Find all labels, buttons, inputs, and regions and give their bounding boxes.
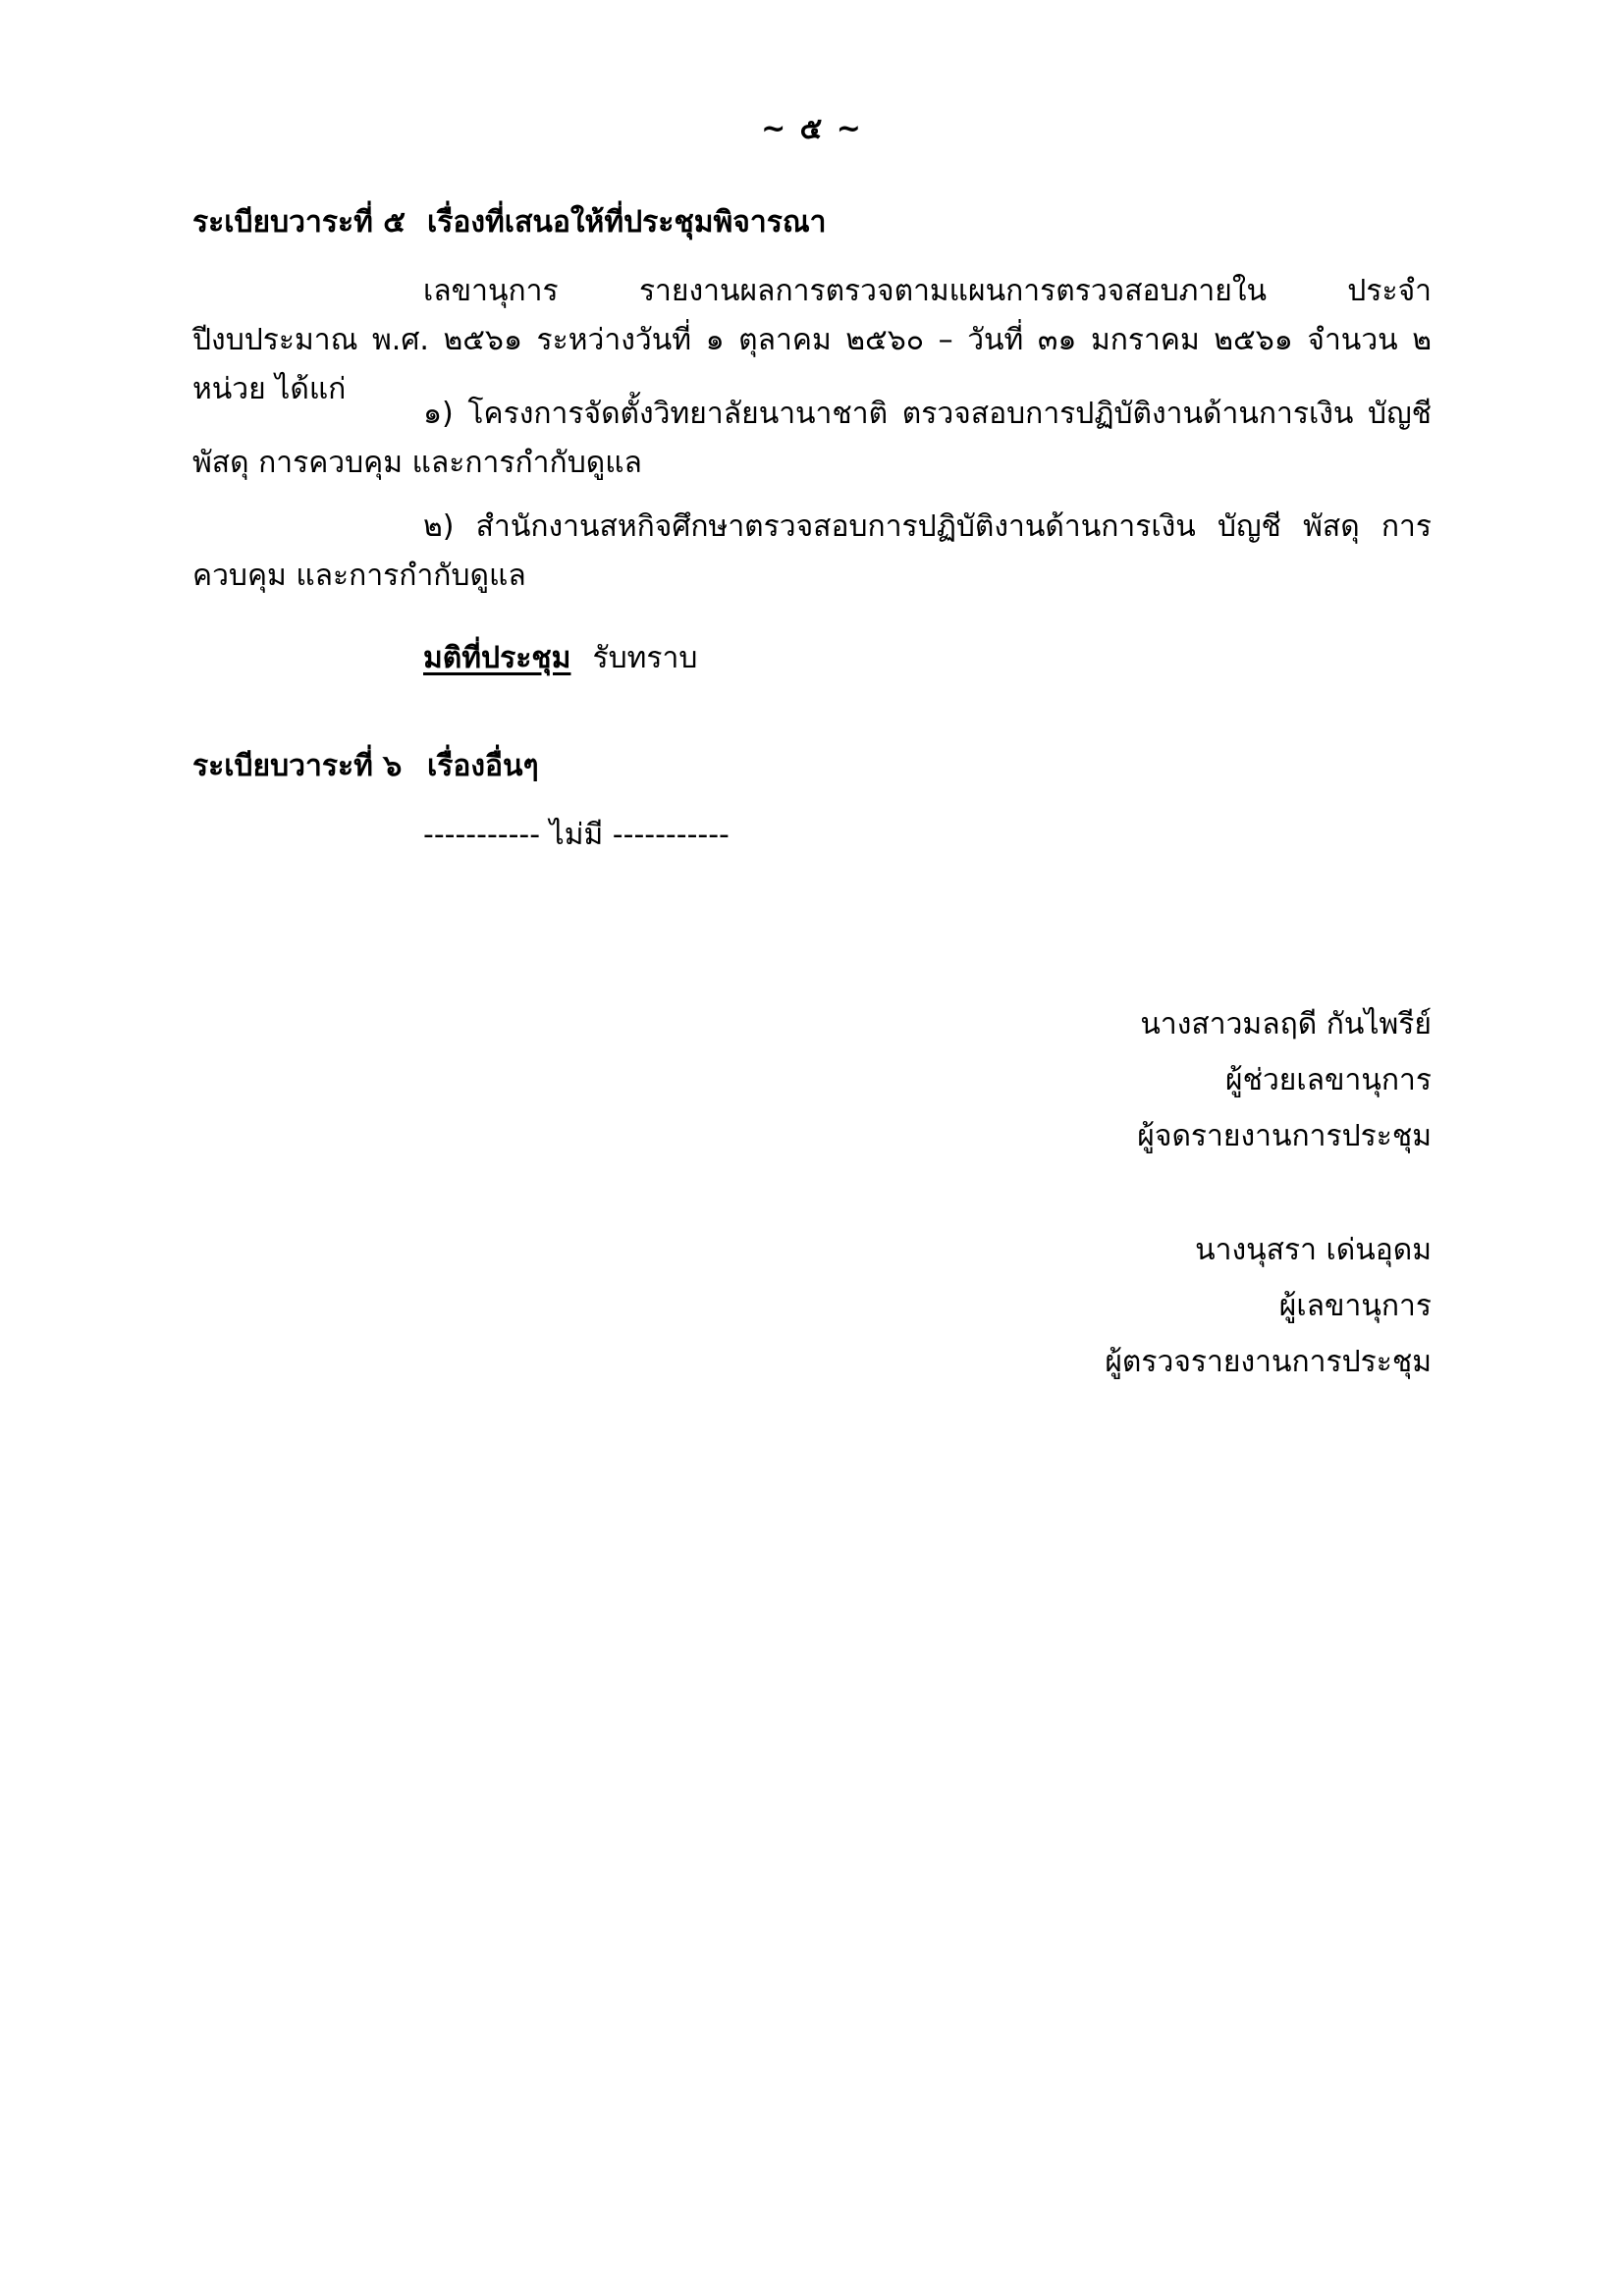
agenda-5-resolution [423, 635, 697, 681]
signer-2-name: นางนุสรา เด่นอุดม [1195, 1233, 1432, 1267]
signer-1-role: ผู้จดรายงานการประชุม [1137, 1119, 1432, 1153]
signer-1-position: ผู้ช่วยเลขานุการ [1225, 1063, 1432, 1097]
agenda-5-item-1-text: ๑) โครงการจัดตั้งวิทยาลัยนานาชาติ ตรวจสอบการปฏิบัติงานด้านการเงิน บัญชี พัสดุ การควบคุม และการกำกับดูแล [192, 397, 1432, 480]
agenda-5-heading [192, 199, 827, 245]
agenda-5-title: เรื่องที่เสนอให้ที่ประชุมพิจารณา [427, 205, 827, 240]
agenda-6-heading [192, 743, 539, 789]
agenda-5-item-2-text: ๒) สำนักงานสหกิจศึกษาตรวจสอบการปฏิบัติงานด้านการเงิน บัญชี พัสดุ การควบคุม และการกำกับดูแล [192, 509, 1432, 593]
agenda-6-content: ----------- ไม่มี ----------- [423, 818, 730, 852]
page-number: ~ ๕ ~ [761, 112, 863, 146]
signer-1-name: นางสาวมลฤดี กันไพรีย์ [1140, 1007, 1432, 1041]
resolution-label: มติที่ประชุม [423, 641, 571, 675]
agenda-5-label: ระเบียบวาระที่ ๕ [192, 205, 406, 240]
signer-2-role: ผู้ตรวจรายงานการประชุม [1105, 1345, 1432, 1379]
resolution-value: รับทราบ [592, 641, 698, 675]
signature-block-2 [1105, 1222, 1432, 1390]
signature-block-1 [1137, 996, 1432, 1164]
agenda-6-title: เรื่องอื่นๆ [427, 749, 539, 783]
agenda-6-label: ระเบียบวาระที่ ๖ [192, 749, 403, 783]
agenda-5-item-1 [192, 390, 1432, 488]
agenda-5-intro-text: เลขานุการ รายงานผลการตรวจตามแผนการตรวจสอบภายใน ประจำปีงบประมาณ พ.ศ. ๒๕๖๑ ระหว่างวันที่ ๑ ตุลาคม ๒๕๖๐ – วันที่ ๓๑ มกราคม ๒๕๖๑ จำนวน ๒ หน่วย ได้แก่ [192, 274, 1432, 406]
agenda-5-item-2 [192, 503, 1432, 601]
signer-2-position: ผู้เลขานุการ [1278, 1289, 1432, 1323]
